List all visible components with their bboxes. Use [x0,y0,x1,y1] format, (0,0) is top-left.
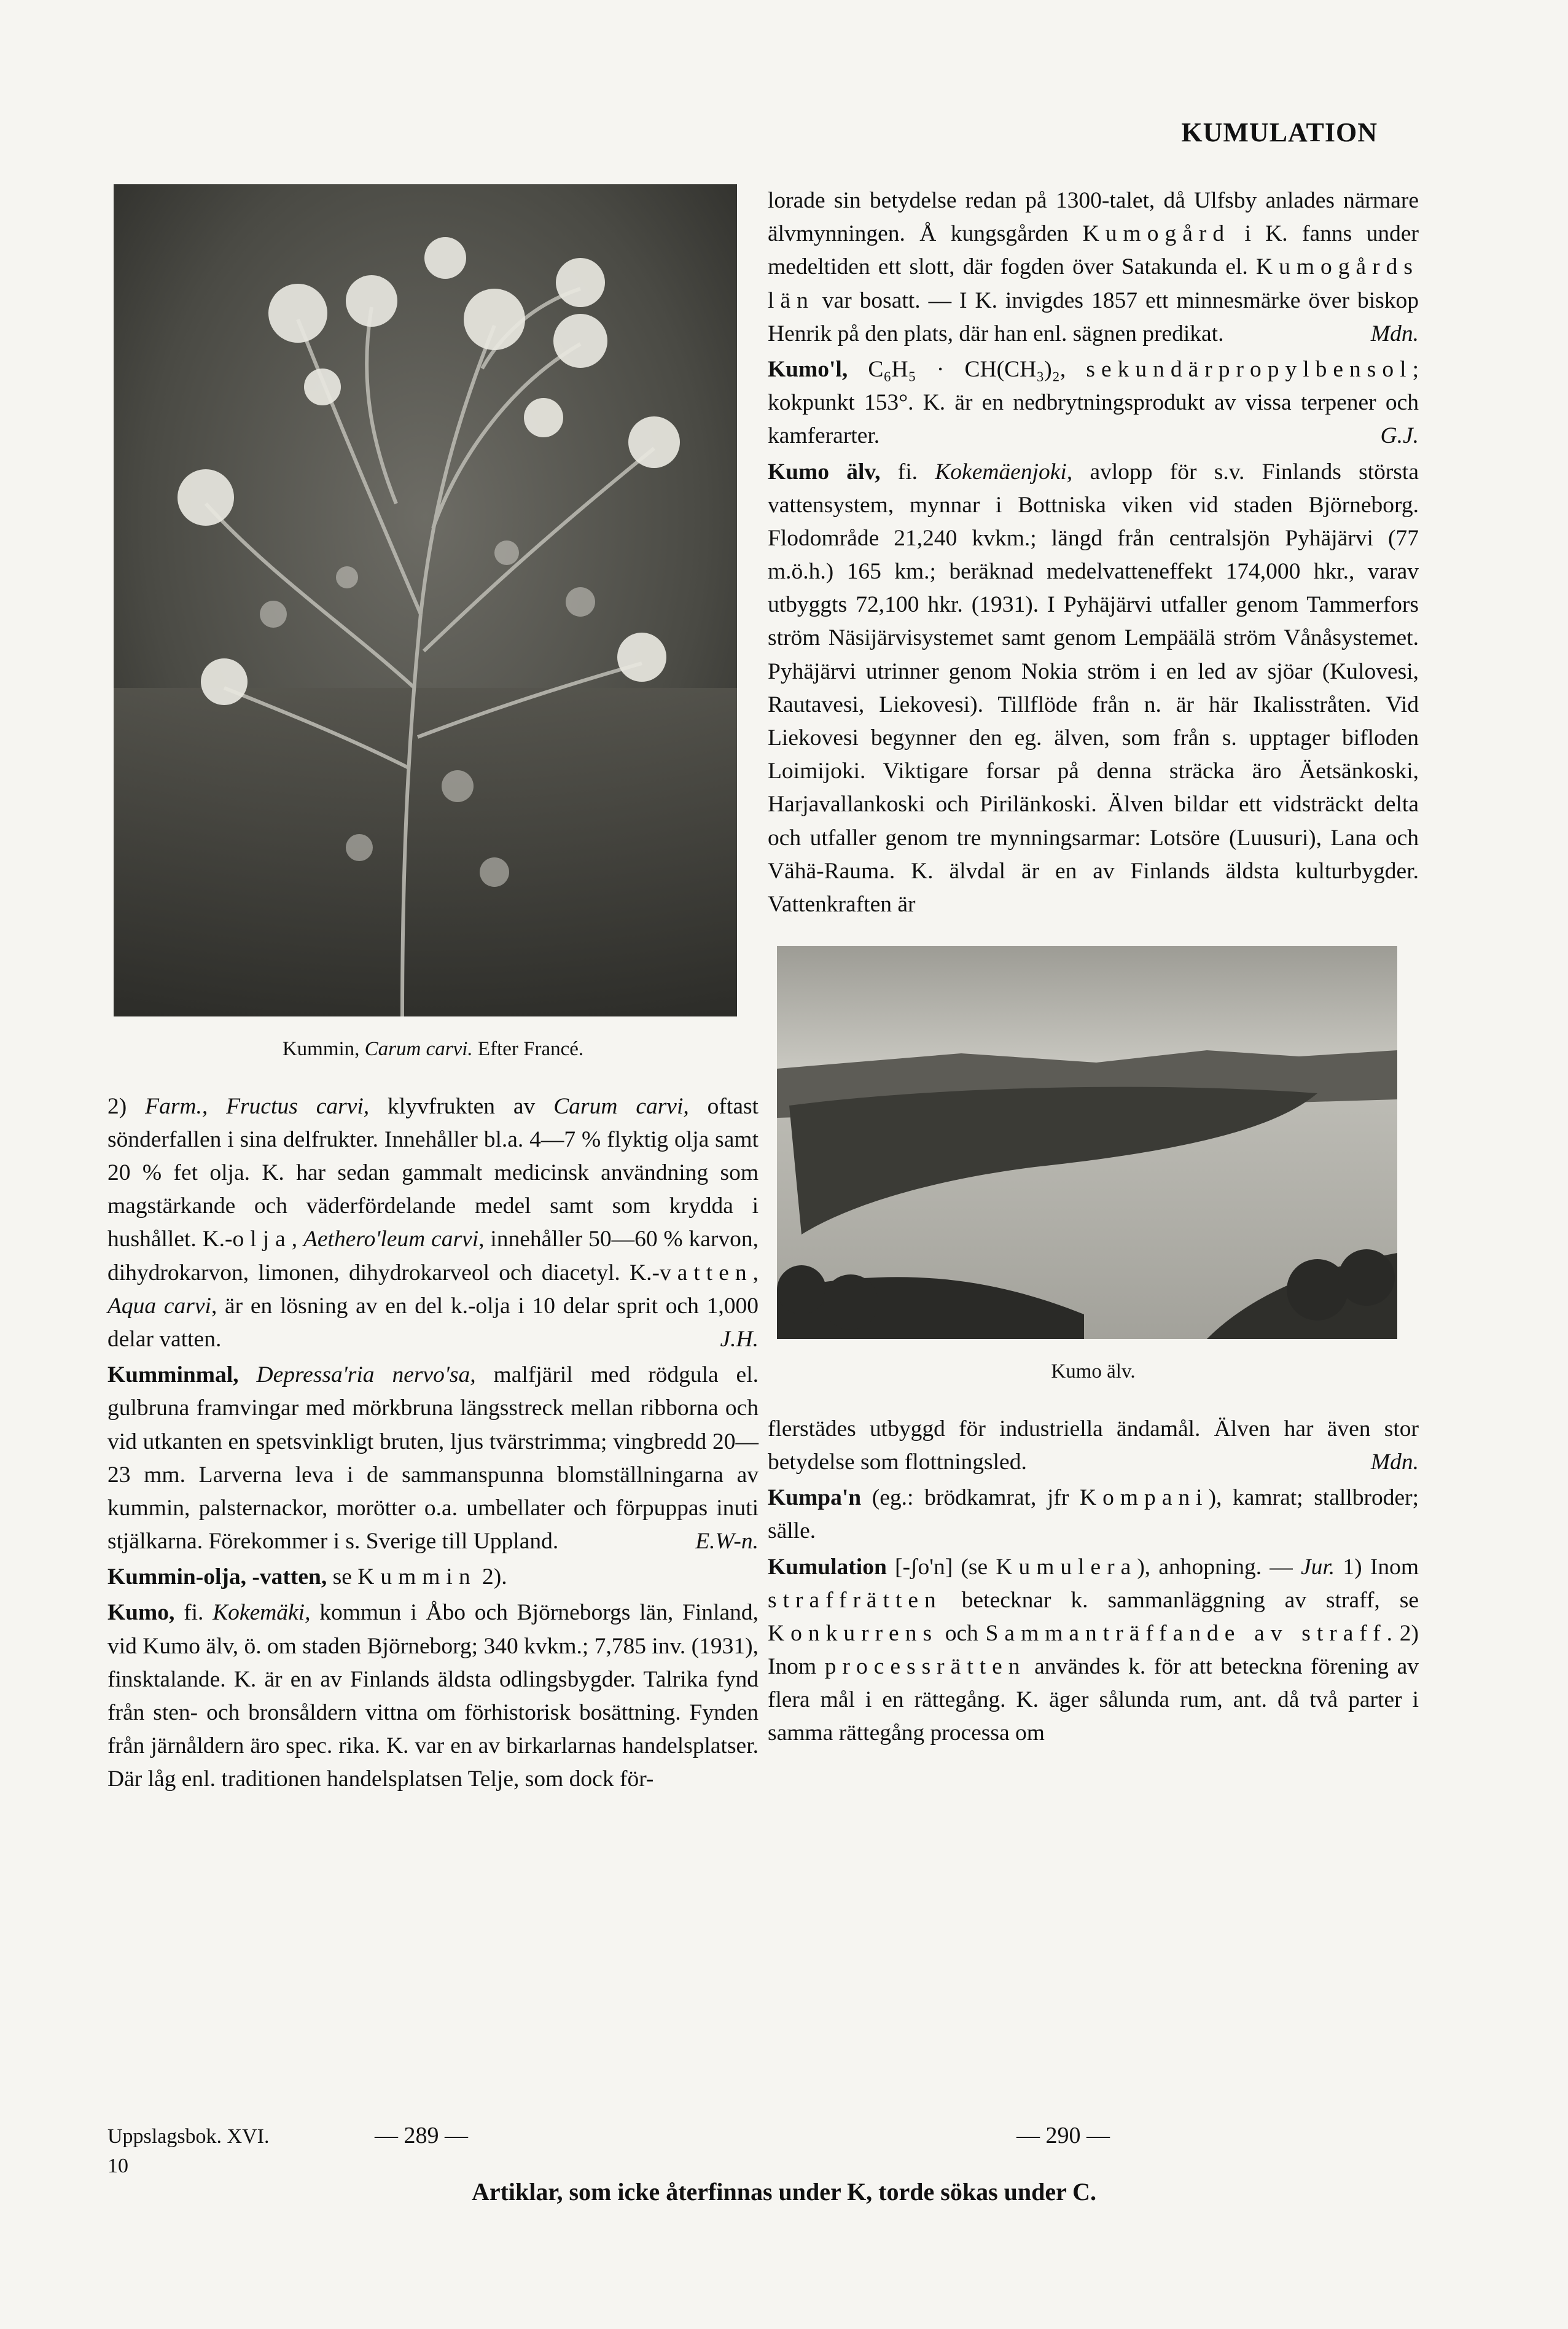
entry-text: kommun i Åbo och Björneborgs län, Finland, vid Kumo älv, ö. om staden Björneborg; 340 kvkm.; 7,785 inv. (1931), finsktalande. K. är en av Finlands äldsta odlingsbygder. Talrika fynd från sten- och bronsåldern vittna om förhistorisk bosättning. Fynden från järnåldern äro spec. rika. K. var en av birkarlarnas handelsplatser. Där låg enl. traditionen handelsplatsen Telje, som dock för- [107,1600,759,1792]
entry-paragraph [768,1551,1419,1750]
entry-text: användes k. för att beteckna förening av flera mål i en rättegång. K. äger sålunda rum, ant. då två parter i samma rättegång processa om [768,1654,1419,1746]
entry-text: oftast sönderfallen i sina delfrukter. Innehåller bl.a. 4—7 % flyktig olja samt 20 % fet olja. K. har sedan gammalt medicinsk användning som magstärkande och väderfördelande medel samt som krydda i hushållet. K.- [107,1093,759,1252]
entry-headword: Kumminmal, [107,1362,239,1388]
caption-source: Efter Francé. [477,1038,584,1060]
entry-text: Carum carvi, [553,1093,689,1119]
entry-text: , [752,1260,759,1285]
entry-text: lorade sin betydelse redan på 1300-talet, då Ulfsby anlades närmare älvmynningen. Å kungsgården [768,188,1419,247]
caraway-plant-illustration [114,184,737,1016]
entry-text: Aethero'leum carvi, [303,1227,485,1252]
right-entries-bottom [768,1413,1419,1750]
author-signature: Mdn. [1370,321,1419,346]
entry-text: Kumogårds län [768,254,1419,313]
entry-text: Kokemäenjoki, [935,459,1073,485]
bottom-note: Artiklar, som icke återfinnas under K, torde sökas under C. [471,2178,1097,2206]
entry-text: klyvfrukten av [369,1093,554,1119]
river-illustration [777,946,1397,1339]
river-landscape-photo [777,946,1397,1339]
entry-text: vatten [659,1260,753,1285]
entry-text: Kokemäki, [213,1600,311,1626]
entry-text: och [938,1620,986,1646]
entry-text: ), anhopning. — [1137,1554,1301,1580]
entry-headword: Kumo'l, [768,356,848,382]
entry-text: Kumogård [1082,221,1231,247]
author-signature: J.H. [720,1326,759,1352]
author-signature: Mdn. [1370,1449,1419,1475]
entry-headword: Kumo älv, [768,459,881,485]
entry-text: malfjäril med rödgula el. gulbruna framvingar med mörkbruna längsstreck mellan ribborna och vid utkanten en spetsvinkligt bruten, ljus tvärstrimma; vingbredd 20—23 mm. Larverna leva i de sammanspunna blomställningarna av kummin, palsternackor, morötter o.a. umbellater och förpuppas inuti stjälkarna. Förekommer i s. Sverige till Uppland. [107,1362,759,1555]
footer-sheet-number: 10 [107,2154,128,2177]
entry-paragraph [768,1481,1419,1548]
entry-text: Konkurrens [768,1620,938,1646]
river-figure-caption: Kumo älv. [1051,1360,1136,1383]
entry-text: avlopp för s.v. Finlands största vattensystem, mynnar i Bottniska viken vid staden Björneborg. Flodområde 21,240 kvkm.; längd från centralsjön Pyhäjärvi (77 m.ö.h.) 165 km.; beräknad medelvatteneffekt 174,000 hkr., varav utbyggts 72,100 hkr. (1931). I Pyhäjärvi utfaller genom Tammerfors ström Näsijärvisystemet samt genom Lempäälä ström Vånåsystemet. Pyhäjärvi utrinner genom Nokia ström i en led av sjöar (Kulovesi, Rautavesi, Liekovesi). Tillflöde från n. är här Ikalisstråten. Vid Liekovesi begynner den eg. älven, som från s. upptager bifloden Loimijoki. Viktigare forsar på denna sträcka äro Äetsänkoski, Harjavallankoski och Pirilänkoski. Älven bildar ett vidsträckt delta och utfaller genom tre mynningsarmar: Lotsöre (Luusuri), Lana och Vähä-Rauma. K. älvdal är en av Finlands äldsta kulturbygder. Vattenkraften är [768,459,1419,917]
entry-text: 2) [107,1093,146,1119]
footer-book-title: Uppslagsbok. XVI. [107,2125,270,2148]
entry-text: ), kamrat; stallbroder; sälle. [768,1485,1419,1544]
entry-paragraph [107,1561,759,1594]
entry-paragraph [768,1413,1419,1479]
entry-paragraph [768,456,1419,922]
left-entries [107,1090,759,1796]
entry-headword: Kummin-olja, -vatten, [107,1564,327,1590]
caption-kummin: Kummin, [282,1038,360,1060]
entry-paragraph [768,353,1419,453]
entry-paragraph [107,1596,759,1796]
entry-text: . 2) Inom [768,1620,1419,1680]
entry-text: Sammanträffande av straff [985,1620,1387,1646]
right-entries-top [768,184,1419,921]
entry-text: C₆H₅ · CH(CH₃)₂, [848,356,1086,382]
caption-latin-name: Carum carvi. [364,1038,473,1060]
plant-figure-caption [107,1035,759,1064]
entry-text: se [327,1564,358,1590]
entry-headword: Kumulation [768,1554,887,1580]
right-column [768,184,1419,1750]
footer-book-info [107,2122,269,2180]
entry-text: [-ʃo'n] (se [886,1554,996,1580]
entry-text: Kompani [1079,1485,1209,1511]
entry-headword: Kumpa'n [768,1485,862,1511]
left-column [107,184,759,1796]
entry-text: olja [232,1227,292,1252]
entry-text: fi. [174,1600,213,1626]
entry-text: straffrätten [768,1587,942,1613]
entry-headword: Kumo, [107,1600,175,1626]
entry-text: , [291,1227,303,1252]
entry-paragraph [768,184,1419,351]
entry-text: (eg.: brödkamrat, jfr [861,1485,1080,1511]
entry-text: i K. fanns under medeltiden ett slott, där fogden över Satakunda el. [768,221,1419,280]
page-number-right: — 290 — [1016,2123,1110,2148]
entry-text: betecknar k. sammanläggning av straff, se [942,1587,1419,1613]
caraway-plant-photo [114,184,737,1016]
entry-text: flerstädes utbyggd för industriella ändamål. Älven har även stor betydelse som flottningsled. [768,1416,1419,1475]
running-head: KUMULATION [1181,117,1378,147]
entry-text [239,1362,257,1387]
entry-text: Kumulera [996,1554,1137,1580]
entry-text: Jur. [1300,1554,1335,1580]
entry-text: innehåller 50—60 % karvon, dihydrokarvon, limonen, dihydrokarveol och diacetyl. K.- [107,1227,759,1285]
page-number-left: — 289 — [375,2123,468,2148]
entry-text: var bosatt. — I K. invigdes 1857 ett minnesmärke över biskop Henrik på den plats, där han enl. sägnen predikat. [768,287,1419,346]
entry-text: 2). [476,1564,507,1590]
entry-text: 1) Inom [1335,1554,1419,1580]
entry-paragraph [107,1359,759,1558]
entry-text: sekundärpropylbensol [1086,356,1413,382]
entry-text: Farm., Fructus carvi, [145,1093,370,1119]
author-signature: G.J. [1380,423,1419,449]
entry-text: ; kokpunkt 153°. K. är en nedbrytningsprodukt av vissa terpener och kamferarter. [768,356,1419,449]
entry-paragraph [107,1090,759,1357]
entry-text: är en lösning av en del k.-olja i 10 delar sprit och 1,000 delar vatten. [107,1293,759,1352]
entry-text: Aqua carvi, [107,1293,217,1319]
entry-text: fi. [880,459,935,485]
entry-text: Depressa'ria nervo'sa, [256,1362,476,1388]
entry-text: processrätten [824,1654,1026,1680]
entry-text: Kummin [357,1564,477,1590]
author-signature: E.W-n. [695,1529,759,1555]
